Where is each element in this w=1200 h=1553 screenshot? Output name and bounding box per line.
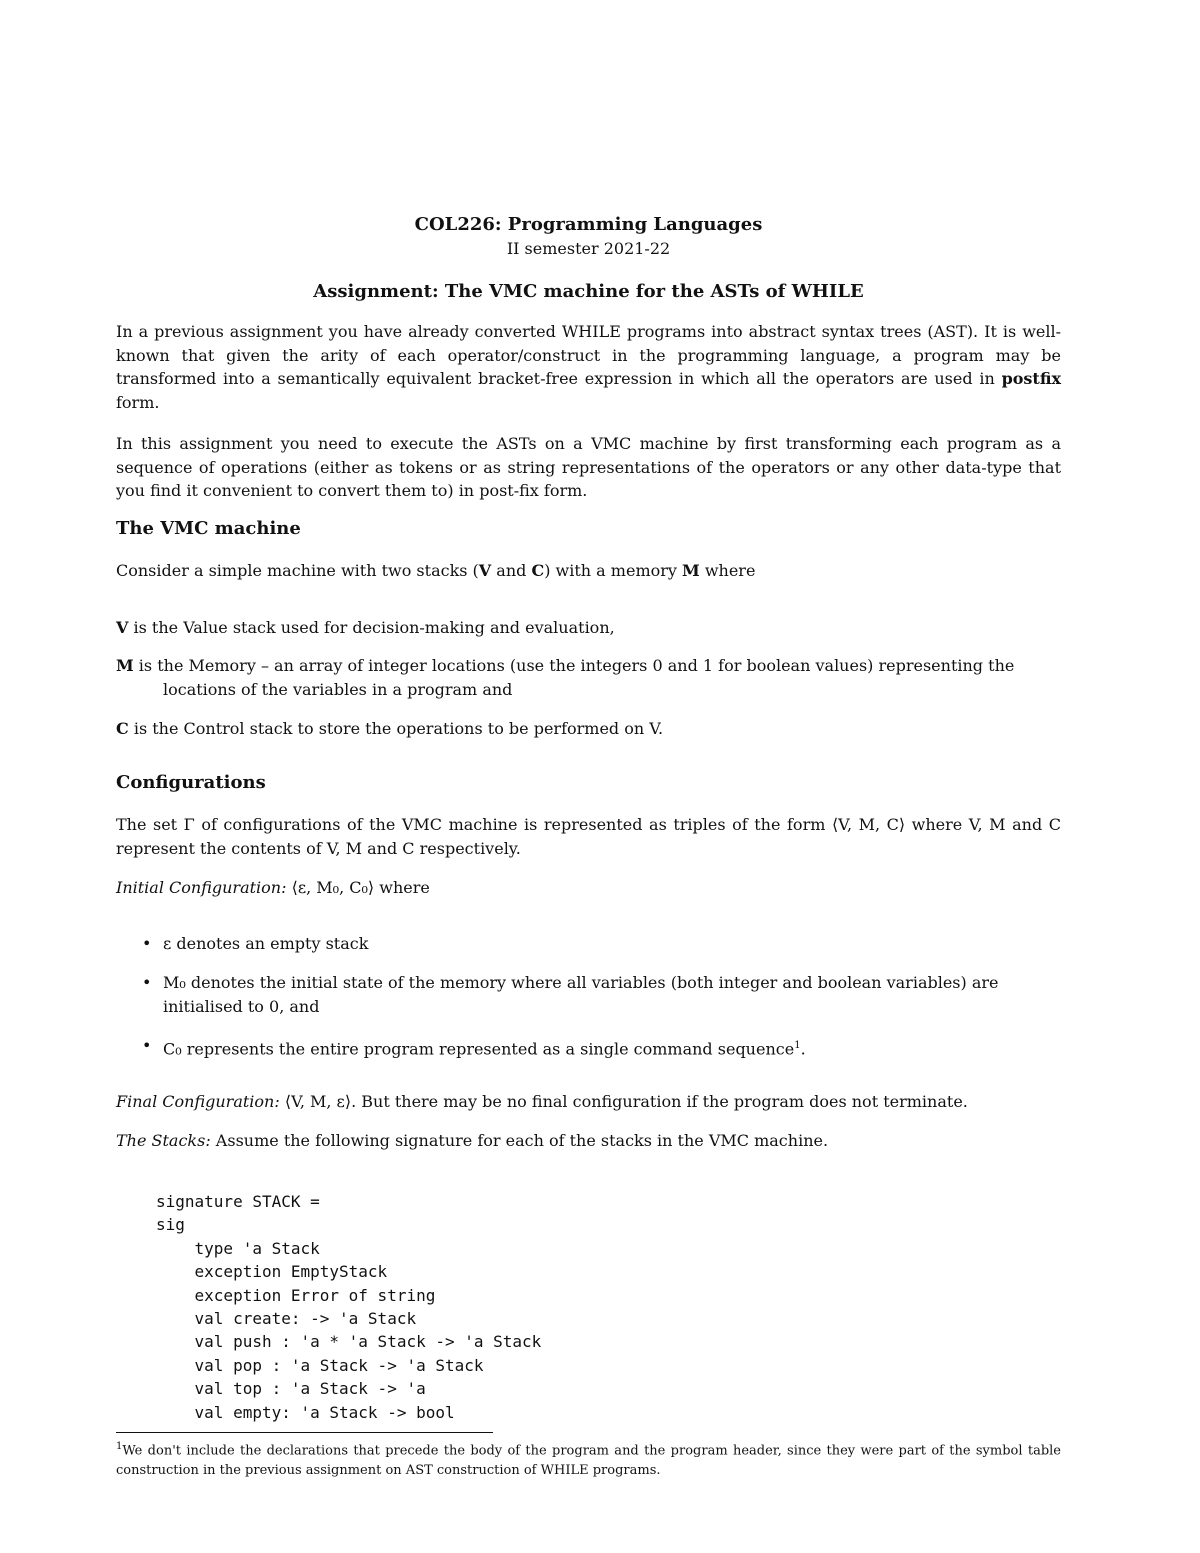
code-line: signature STACK =: [156, 1192, 320, 1211]
code-line: val top : 'a Stack -> 'a: [156, 1379, 426, 1399]
section-heading-configurations: Configurations: [116, 772, 266, 793]
bullet-initial-control: • C₀ represents the entire program represented as a single command sequence$^1$.: [142, 1036, 806, 1059]
bullet-icon: •: [142, 973, 152, 992]
code-line: val empty: 'a Stack -> bool: [156, 1402, 455, 1422]
document-page: [116, 0, 1061, 1553]
stack-signature-code: [156, 1190, 541, 1424]
bullet-empty-stack: • ε denotes an empty stack: [142, 932, 1061, 956]
stacks-paragraph: The Stacks: Assume the following signature for each of the stacks in the VMC machine.: [116, 1131, 829, 1150]
initial-configuration: Initial Configuration: ⟨ε, M₀, C₀⟩ where: [116, 878, 430, 897]
assignment-title: Assignment: The VMC machine for the ASTs of WHILE: [313, 281, 864, 302]
code-line: exception Error of string: [156, 1285, 436, 1305]
code-line: val create: -> 'a Stack: [156, 1309, 417, 1329]
code-line: sig: [156, 1215, 185, 1235]
section-heading-vmc: The VMC machine: [116, 518, 301, 539]
footnote-divider: [116, 1432, 493, 1433]
final-configuration: Final Configuration: ⟨V, M, ε⟩. But there may be no final configuration if the program does not terminate.: [116, 1092, 968, 1111]
bullet-icon: •: [142, 934, 152, 953]
intro-paragraph-1: In a previous assignment you have already converted WHILE programs into abstract syntax trees (AST). It is well-known that given the arity of each operator/construct in the programming language, a program may be transformed into a semantically equivalent bracket-free expression in which all the operators are used in postfix form.: [116, 322, 1061, 412]
footnote: $^1$We don't include the declarations that precede the body of the program and the program header, since they were part of the symbol table construction in the previous assignment on AST construction of WHILE programs.: [116, 1441, 1061, 1479]
code-line: exception EmptyStack: [156, 1262, 388, 1282]
bullet-initial-memory: • M₀ denotes the initial state of the memory where all variables (both integer and boolean variables) are initialised to 0, and: [142, 973, 999, 1016]
code-line: val push : 'a * 'a Stack -> 'a Stack: [156, 1332, 542, 1352]
definition-c: C is the Control stack to store the operations to be performed on V.: [116, 719, 664, 738]
footnote-ref: 1: [794, 1040, 801, 1051]
definition-v: V is the Value stack used for decision-making and evaluation,: [116, 618, 615, 637]
course-title: COL226: Programming Languages: [414, 214, 763, 235]
bullet-icon: •: [142, 1036, 152, 1055]
intro-paragraph-2: In this assignment you need to execute the ASTs on a VMC machine by first transforming each program as a sequence of operations (either as tokens or as string representations of the operators or any other data-type that you find it convenient to convert them to) in post-fix form.: [116, 434, 1061, 500]
configurations-paragraph: The set Γ of configurations of the VMC machine is represented as triples of the form ⟨V, M, C⟩ where V, M and C represent the contents of V, M and C respectively.: [116, 815, 1061, 858]
code-line: type 'a Stack: [156, 1238, 320, 1258]
semester-line: II semester 2021-22: [506, 239, 671, 258]
code-line: val pop : 'a Stack -> 'a Stack: [156, 1355, 484, 1375]
definition-m: M is the Memory – an array of integer locations (use the integers 0 and 1 for boolean values) representing the locations of the variables in a program and: [116, 656, 1015, 699]
vmc-intro: Consider a simple machine with two stacks (V and C) with a memory M where: [116, 561, 756, 580]
